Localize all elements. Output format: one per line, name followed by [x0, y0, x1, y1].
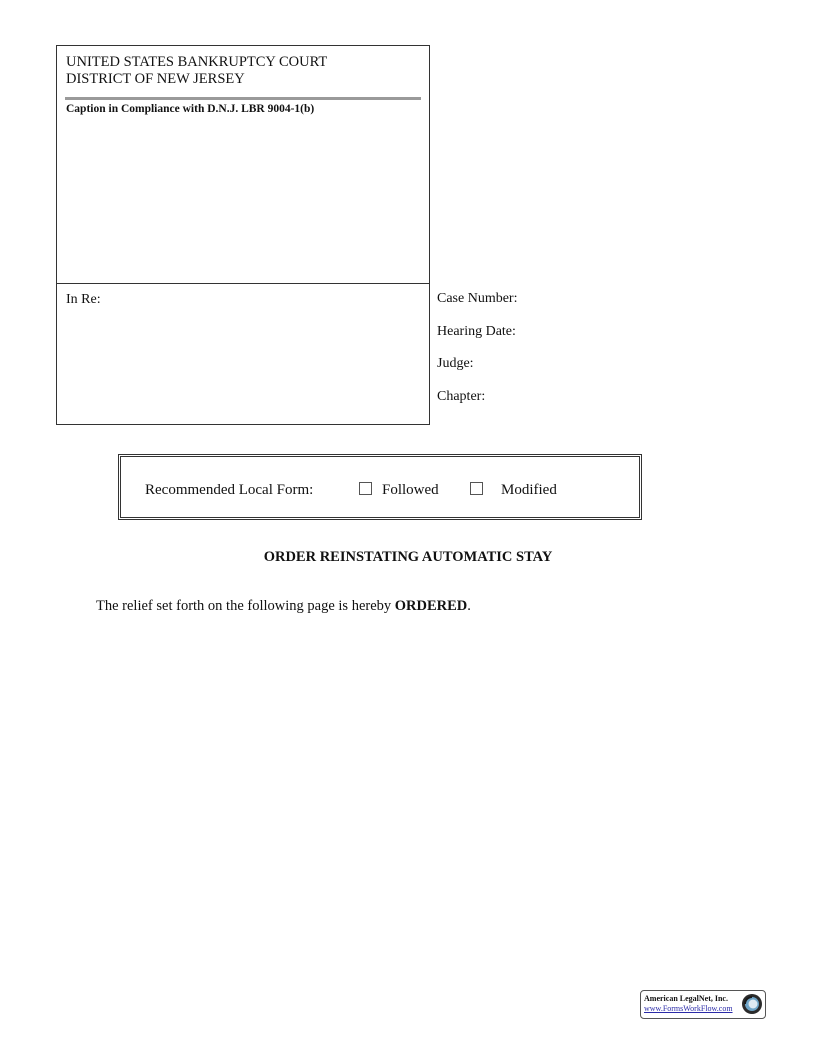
- modified-checkbox[interactable]: [470, 482, 483, 495]
- badge-company-name: American LegalNet, Inc.: [644, 994, 728, 1003]
- chapter-field[interactable]: Chapter:: [437, 389, 486, 404]
- recommended-local-form-box: [118, 454, 642, 520]
- caption-divider: [65, 97, 421, 100]
- court-district: DISTRICT OF NEW JERSEY: [66, 71, 245, 87]
- legalnet-logo-icon: [741, 993, 763, 1015]
- case-number-field[interactable]: Case Number:: [437, 291, 518, 306]
- badge-url-link[interactable]: www.FormsWorkFlow.com: [644, 1004, 733, 1013]
- order-text: The relief set forth on the following page is hereby: [96, 598, 395, 614]
- followed-checkbox[interactable]: [359, 482, 372, 495]
- judge-field[interactable]: Judge:: [437, 356, 474, 371]
- hearing-date-field[interactable]: Hearing Date:: [437, 324, 516, 339]
- order-paragraph: [96, 598, 471, 615]
- document-title: [0, 549, 816, 566]
- court-name: UNITED STATES BANKRUPTCY COURT: [66, 54, 328, 70]
- document-title-text: ORDER REINSTATING AUTOMATIC STAY: [263, 549, 553, 565]
- recommended-local-form-label: Recommended Local Form:: [145, 482, 314, 498]
- caption-compliance-note: Caption in Compliance with D.N.J. LBR 9004-1(b): [66, 103, 315, 115]
- american-legalnet-badge[interactable]: [640, 990, 766, 1019]
- in-re-box[interactable]: [56, 283, 430, 425]
- in-re-label: In Re:: [66, 292, 101, 307]
- caption-box: [56, 45, 430, 283]
- modified-label: Modified: [501, 482, 557, 498]
- order-period: .: [467, 598, 471, 614]
- followed-label: Followed: [382, 482, 439, 498]
- ordered-emphasis: ORDERED: [394, 598, 468, 614]
